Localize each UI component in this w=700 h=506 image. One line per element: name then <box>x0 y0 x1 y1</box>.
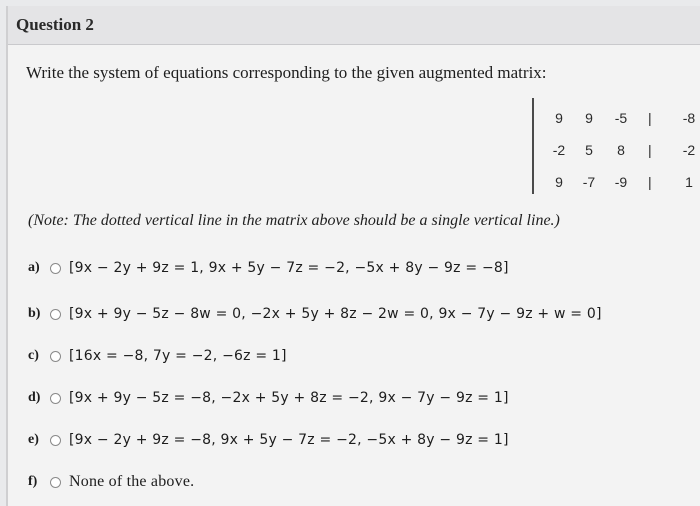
radio-button-icon[interactable] <box>50 477 61 488</box>
matrix-cell: -8 <box>682 110 696 126</box>
matrix-divider: | <box>648 142 652 158</box>
matrix-cell: 9 <box>555 174 563 190</box>
matrix-cell: 9 <box>585 110 593 126</box>
matrix-cell: 8 <box>617 142 625 158</box>
matrix-note: (Note: The dotted vertical line in the matrix above should be a single vertical line.) <box>28 212 560 229</box>
option-text: [9x − 2y + 9z = −8, 9x + 5y − 7z = −2, −5x + 8y − 9z = 1] <box>69 432 509 448</box>
radio-button-icon[interactable] <box>50 263 61 274</box>
option-text: [9x + 9y − 5z = −8, −2x + 5y + 8z = −2, 9x − 7y − 9z = 1] <box>69 390 509 406</box>
option-text: [9x + 9y − 5z − 8w = 0, −2x + 5y + 8z − 2w = 0, 9x − 7y − 9z + w = 0] <box>69 306 602 322</box>
option-letter: c) <box>28 348 39 363</box>
matrix-cell: -2 <box>682 142 696 158</box>
matrix-cell: -5 <box>614 110 628 126</box>
question-title: Question 2 <box>16 15 94 34</box>
option-a[interactable] <box>28 256 509 280</box>
question-prompt: Write the system of equations corresponding to the given augmented matrix: <box>26 63 547 82</box>
option-text: [9x − 2y + 9z = 1, 9x + 5y − 7z = −2, −5x + 8y − 9z = −8] <box>69 260 509 276</box>
option-letter: e) <box>28 432 39 447</box>
option-letter: a) <box>28 260 40 275</box>
option-d[interactable] <box>28 386 509 410</box>
matrix-cell: 5 <box>585 142 593 158</box>
option-text: [16x = −8, 7y = −2, −6z = 1] <box>69 348 287 364</box>
option-letter: d) <box>28 390 41 405</box>
matrix-cell: 1 <box>685 174 693 190</box>
radio-button-icon[interactable] <box>50 435 61 446</box>
option-text: None of the above. <box>69 473 195 490</box>
matrix-cell: -2 <box>552 142 566 158</box>
matrix-cell: -7 <box>582 174 596 190</box>
matrix-cell: 9 <box>555 110 563 126</box>
option-e[interactable] <box>28 428 509 452</box>
option-f[interactable] <box>28 470 194 494</box>
option-letter: f) <box>28 474 38 489</box>
matrix-divider: | <box>648 174 652 190</box>
question-card <box>6 6 700 506</box>
augmented-matrix <box>532 98 700 194</box>
matrix-cell: -9 <box>614 174 628 190</box>
radio-button-icon[interactable] <box>50 351 61 362</box>
option-c[interactable] <box>28 344 287 368</box>
question-header <box>8 6 700 45</box>
radio-button-icon[interactable] <box>50 309 61 320</box>
option-letter: b) <box>28 306 41 321</box>
radio-button-icon[interactable] <box>50 393 61 404</box>
option-b[interactable] <box>28 302 602 326</box>
matrix-divider: | <box>648 110 652 126</box>
